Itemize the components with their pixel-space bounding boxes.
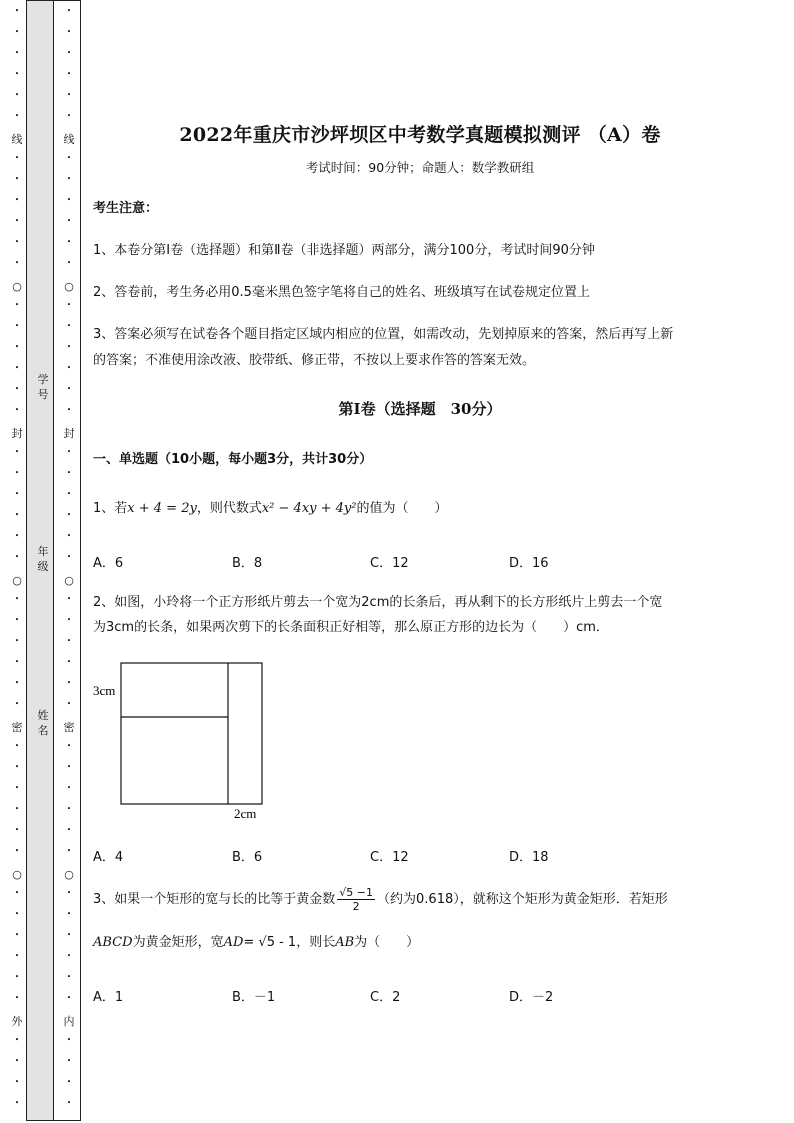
left-binding-dot: • — [14, 469, 20, 477]
left-binding-dot: • — [14, 637, 20, 645]
left-binding-dot: • — [14, 994, 20, 1002]
right-binding-dot: • — [66, 259, 72, 267]
left-binding-dot: • — [14, 28, 20, 36]
right-binding-dot: • — [66, 385, 72, 393]
field-grade-label: 年级 — [37, 545, 49, 573]
question-1 — [93, 496, 448, 522]
q3-side-ab: AB — [335, 935, 355, 950]
q2-figure-square — [121, 663, 262, 804]
section-title: 第Ⅰ卷（选择题 30分） — [338, 400, 502, 418]
right-mark-seal: 封 — [63, 427, 75, 440]
left-binding-dot: • — [14, 616, 20, 624]
right-binding-dot: • — [66, 847, 72, 855]
q3-prefix: 3、如果一个矩形的宽与长的比等于黄金数 — [93, 892, 336, 907]
right-binding-dot: • — [66, 364, 72, 372]
left-binding-dot: • — [14, 364, 20, 372]
right-binding-dot: • — [66, 70, 72, 78]
left-mark-line: 线 — [11, 133, 23, 146]
question-2-line-2: 为3cm的长条，如果两次剪下的长条面积正好相等，那么原正方形的边长为（ ）cm． — [93, 620, 609, 635]
left-mark-secret: 密 — [11, 721, 23, 734]
left-binding-dot: • — [14, 532, 20, 540]
right-binding-dot: • — [66, 112, 72, 120]
right-binding-dot: • — [66, 994, 72, 1002]
left-binding-dot: • — [14, 784, 20, 792]
right-circle-mark: ○ — [64, 574, 74, 587]
left-binding-dot: • — [14, 910, 20, 918]
q2-option-c[interactable]: C．12 — [370, 850, 409, 865]
left-binding-dot: • — [14, 1099, 20, 1107]
left-binding-dot: • — [14, 49, 20, 57]
right-mark-secret: 密 — [63, 721, 75, 734]
right-binding-dot: • — [66, 658, 72, 666]
left-binding-dot: • — [14, 511, 20, 519]
left-mark-seal: 封 — [11, 427, 23, 440]
left-binding-dot: • — [14, 112, 20, 120]
right-binding-dot: • — [66, 511, 72, 519]
left-binding-dot: • — [14, 91, 20, 99]
left-binding-dot: • — [14, 1078, 20, 1086]
q2-option-b[interactable]: B．6 — [232, 850, 263, 865]
right-mark-line: 线 — [63, 133, 75, 146]
right-binding-dot: • — [66, 175, 72, 183]
q3-rect-name: ABCD — [93, 935, 133, 950]
q1-option-d[interactable]: D．16 — [509, 556, 549, 571]
left-binding-dot: • — [14, 238, 20, 246]
left-binding-dot: • — [14, 847, 20, 855]
right-binding-dot: • — [66, 826, 72, 834]
left-binding-dot: • — [14, 154, 20, 162]
q1-condition: x + 4 = 2y — [127, 501, 197, 516]
left-binding-dot: • — [14, 553, 20, 561]
q3-suffix: （约为0.618），就称这个矩形为黄金矩形．若矩形 — [377, 892, 668, 907]
right-binding-dot: • — [66, 784, 72, 792]
fraction-denominator: 2 — [352, 900, 360, 913]
q2-figure — [88, 655, 278, 825]
fraction-numerator: √5 −1 — [339, 886, 374, 899]
right-binding-dot: • — [66, 1099, 72, 1107]
q3-text-d: = √5 - 1，则长 — [243, 935, 336, 950]
right-binding-dot: • — [66, 532, 72, 540]
left-binding-dot: • — [14, 1057, 20, 1065]
right-mark-inner: 内 — [63, 1015, 75, 1028]
right-binding-dot: • — [66, 7, 72, 15]
right-binding-dot: • — [66, 49, 72, 57]
right-circle-mark: ○ — [64, 280, 74, 293]
left-binding-dot: • — [14, 679, 20, 687]
right-binding-dot: • — [66, 742, 72, 750]
left-binding-dot: • — [14, 196, 20, 204]
left-binding-dot: • — [14, 742, 20, 750]
left-binding-dot: • — [14, 301, 20, 309]
q3-text-f: 为（ ） — [354, 935, 420, 950]
question-3-line-1 — [93, 886, 668, 913]
right-binding-dot: • — [66, 1078, 72, 1086]
right-binding-dot: • — [66, 763, 72, 771]
left-binding-dot: • — [14, 175, 20, 183]
notice-item-3-line-1: 3、答案必须写在试卷各个题目指定区域内相应的位置，如需改动，先划掉原来的答案，然后再写上新 — [93, 327, 674, 342]
binding-dots-left — [10, 0, 24, 1123]
field-student-id-label: 学号 — [37, 373, 49, 401]
q3-option-d[interactable]: D．－2 — [509, 990, 554, 1005]
left-binding-dot: • — [14, 931, 20, 939]
right-binding-dot: • — [66, 490, 72, 498]
right-binding-dot: • — [66, 931, 72, 939]
q1-prefix: 1、若 — [93, 501, 128, 516]
right-binding-dot: • — [66, 406, 72, 414]
right-binding-dot: • — [66, 1057, 72, 1065]
q1-middle: ，则代数式 — [196, 501, 262, 516]
left-binding-dot: • — [14, 70, 20, 78]
q2-figure-label-left: 3cm — [93, 683, 116, 698]
part-heading: 一、单选题（10小题，每小题3分，共计30分） — [93, 452, 373, 467]
page-title: 2022年重庆市沙坪坝区中考数学真题模拟测评 （A）卷 — [179, 124, 661, 146]
right-binding-dot: • — [66, 679, 72, 687]
right-binding-dot: • — [66, 1036, 72, 1044]
notice-item-2: 2、答卷前，考生务必用0.5毫米黑色签字笔将自己的姓名、班级填写在试卷规定位置上 — [93, 285, 590, 300]
field-name-label: 姓名 — [37, 709, 49, 737]
q2-figure-label-bottom: 2cm — [234, 806, 257, 821]
question-3-line-2 — [93, 930, 419, 956]
right-binding-dot: • — [66, 154, 72, 162]
left-binding-dot: • — [14, 826, 20, 834]
q2-option-d[interactable]: D．18 — [509, 850, 549, 865]
left-binding-dot: • — [14, 889, 20, 897]
q1-option-b[interactable]: B．8 — [232, 556, 263, 571]
notice-item-1: 1、本卷分第Ⅰ卷（选择题）和第Ⅱ卷（非选择题）两部分，满分100分，考试时间90分钟 — [93, 243, 595, 258]
left-binding-dot: • — [14, 322, 20, 330]
binding-dots-right — [62, 0, 76, 1123]
left-circle-mark: ○ — [12, 574, 22, 587]
right-binding-dot: • — [66, 343, 72, 351]
right-binding-dot: • — [66, 28, 72, 36]
left-binding-dot: • — [14, 7, 20, 15]
left-binding-dot: • — [14, 973, 20, 981]
right-binding-dot: • — [66, 196, 72, 204]
notice-heading: 考生注意： — [93, 201, 159, 216]
left-circle-mark: ○ — [12, 868, 22, 881]
left-binding-dot: • — [14, 385, 20, 393]
q3-option-c[interactable]: C．2 — [370, 990, 401, 1005]
left-binding-dot: • — [14, 658, 20, 666]
left-binding-dot: • — [14, 406, 20, 414]
left-binding-dot: • — [14, 259, 20, 267]
right-binding-dot: • — [66, 301, 72, 309]
right-circle-mark: ○ — [64, 868, 74, 881]
q1-expression: x² − 4xy + 4y² — [261, 501, 357, 516]
right-binding-dot: • — [66, 91, 72, 99]
left-binding-dot: • — [14, 490, 20, 498]
q1-option-a[interactable]: A．6 — [93, 556, 124, 571]
q3-option-a[interactable]: A．1 — [93, 990, 124, 1005]
right-binding-dot: • — [66, 238, 72, 246]
left-mark-outer: 外 — [11, 1015, 23, 1028]
right-binding-dot: • — [66, 700, 72, 708]
q3-side-ad: AD — [223, 935, 244, 950]
left-circle-mark: ○ — [12, 280, 22, 293]
golden-ratio-fraction — [337, 886, 375, 913]
left-binding-dot: • — [14, 343, 20, 351]
left-binding-dot: • — [14, 952, 20, 960]
q1-option-c[interactable]: C．12 — [370, 556, 409, 571]
right-binding-dot: • — [66, 973, 72, 981]
right-binding-dot: • — [66, 616, 72, 624]
notice-item-3-line-2: 的答案；不准使用涂改液、胶带纸、修正带，不按以上要求作答的答案无效。 — [93, 353, 536, 368]
right-binding-dot: • — [66, 805, 72, 813]
right-binding-dot: • — [66, 553, 72, 561]
right-binding-dot: • — [66, 322, 72, 330]
right-binding-dot: • — [66, 217, 72, 225]
left-binding-dot: • — [14, 448, 20, 456]
right-binding-dot: • — [66, 889, 72, 897]
left-binding-dot: • — [14, 1036, 20, 1044]
right-binding-dot: • — [66, 469, 72, 477]
q3-text-b: 为黄金矩形，宽 — [132, 935, 224, 950]
q2-option-a[interactable]: A．4 — [93, 850, 124, 865]
left-binding-dot: • — [14, 805, 20, 813]
left-binding-dot: • — [14, 763, 20, 771]
q3-option-b[interactable]: B．－1 — [232, 990, 276, 1005]
right-binding-dot: • — [66, 910, 72, 918]
right-binding-dot: • — [66, 952, 72, 960]
right-binding-dot: • — [66, 448, 72, 456]
left-binding-dot: • — [14, 595, 20, 603]
left-binding-dot: • — [14, 217, 20, 225]
right-binding-dot: • — [66, 595, 72, 603]
q1-suffix: 的值为（ ） — [356, 501, 448, 516]
question-2-line-1: 2、如图，小玲将一个正方形纸片剪去一个宽为2cm的长条后，再从剩下的长方形纸片上剪去一个宽 — [93, 595, 663, 610]
right-binding-dot: • — [66, 637, 72, 645]
page-subtitle: 考试时间：90分钟；命题人：数学教研组 — [305, 160, 535, 175]
left-binding-dot: • — [14, 700, 20, 708]
